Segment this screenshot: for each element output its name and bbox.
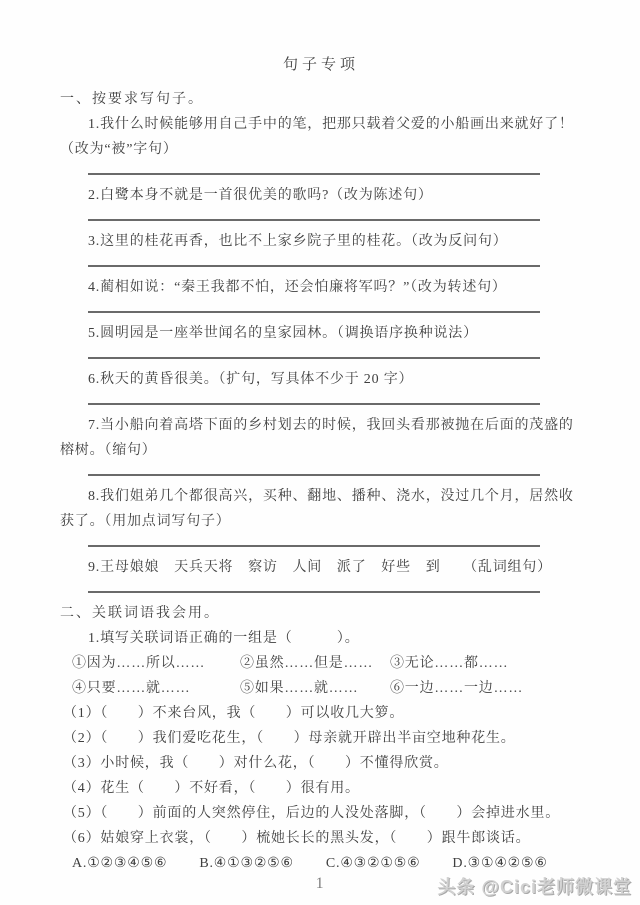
question-text: 8.我们姐弟几个都很高兴，买种、翻地、播种、浇水，没过几个月，居然收获了。（用加点词写句子）: [60, 489, 574, 529]
choice-c: C.④③②①⑤⑥: [325, 856, 421, 871]
answer-blank-line: [88, 254, 540, 267]
question-text: 4.蔺相如说：“秦王我都不怕，还会怕廉将军吗？”（改为转述句）: [88, 280, 507, 295]
connective-option: ⑥一边……一边……: [390, 681, 524, 696]
answer-blank-line: [88, 534, 540, 547]
page-title: 句子专项: [282, 57, 359, 73]
fill-blank-item: （4）花生（ ）不好看，（ ）很有用。: [63, 781, 360, 796]
page-number: 1: [315, 875, 325, 892]
fill-blank-item: （1）（ ）不来台风，我（ ）可以收几大箩。: [63, 706, 405, 721]
connective-options-grid: [72, 651, 582, 701]
question-item: [60, 367, 582, 405]
connectives-question: 1.填写关联词语正确的一组是（ ）。: [88, 631, 360, 646]
section-rewrite-sentences: [60, 87, 582, 593]
question-item: [60, 112, 582, 175]
question-item: [60, 484, 582, 547]
section-connectives: [60, 601, 582, 876]
question-text: 7.当小船向着高塔下面的乡村划去的时候，我回头看那被抛在后面的茂盛的榕树。（缩句）: [60, 418, 574, 458]
question-item: [60, 413, 582, 476]
connective-option: ②虽然……但是……: [240, 656, 374, 671]
choice-a: A.①②③④⑤⑥: [72, 856, 168, 871]
question-item: [60, 321, 582, 359]
question-text: 9.王母娘娘 天兵天将 察访 人间 派了 好些 到 （乱词组句）: [88, 560, 552, 575]
fill-blank-item: （2）（ ）我们爱吃花生，（ ）母亲就开辟出半亩空地种花生。: [63, 731, 516, 746]
question-item: [60, 555, 582, 593]
choice-d: D.③①④②⑤⑥: [452, 856, 548, 871]
choice-b: B.④①③②⑤⑥: [199, 856, 294, 871]
question-text: 6.秋天的黄昏很美。（扩句，写具体不少于 20 字）: [88, 372, 414, 387]
section-one-heading: 一、按要求写句子。: [60, 92, 204, 107]
watermark-text: 头条 @Cici老师微课堂: [437, 877, 632, 897]
connective-option: ⑤如果……就……: [240, 681, 359, 696]
answer-blank-line: [88, 300, 540, 313]
answer-blank-line: [88, 346, 540, 359]
fill-blank-item: （6）姑娘穿上衣裳，（ ）梳她长长的黑头发，（ ）跟牛郎谈话。: [63, 831, 531, 846]
answer-blank-line: [88, 392, 540, 405]
question-item: [60, 229, 582, 267]
answer-blank-line: [88, 580, 540, 593]
fill-blank-item: （3）小时候，我（ ）对什么花，（ ）不懂得欣赏。: [63, 756, 449, 771]
connective-option: ④只要……就……: [72, 681, 191, 696]
question-text: 1.我什么时候能够用自己手中的笔，把那只载着父爱的小船画出来就好了！（改为“被”字句）: [60, 117, 574, 157]
answer-blank-line: [88, 208, 540, 221]
fill-blank-item: （5）（ ）前面的人突然停住，后边的人没处落脚，（ ）会掉进水里。: [63, 806, 560, 821]
question-text: 3.这里的桂花再香，也比不上家乡院子里的桂花。（改为反问句）: [88, 234, 508, 249]
answer-blank-line: [88, 162, 540, 175]
question-text: 5.圆明园是一座举世闻名的皇家园林。（调换语序换种说法）: [88, 326, 478, 341]
question-text: 2.白鹭本身不就是一首很优美的歌吗?（改为陈述句）: [88, 188, 433, 203]
question-item: [60, 183, 582, 221]
connective-option: ③无论……都……: [390, 656, 509, 671]
question-item: [60, 275, 582, 313]
section-two-heading: 二、关联词语我会用。: [60, 606, 220, 621]
answer-blank-line: [88, 463, 540, 476]
connective-option: ①因为……所以……: [72, 656, 206, 671]
